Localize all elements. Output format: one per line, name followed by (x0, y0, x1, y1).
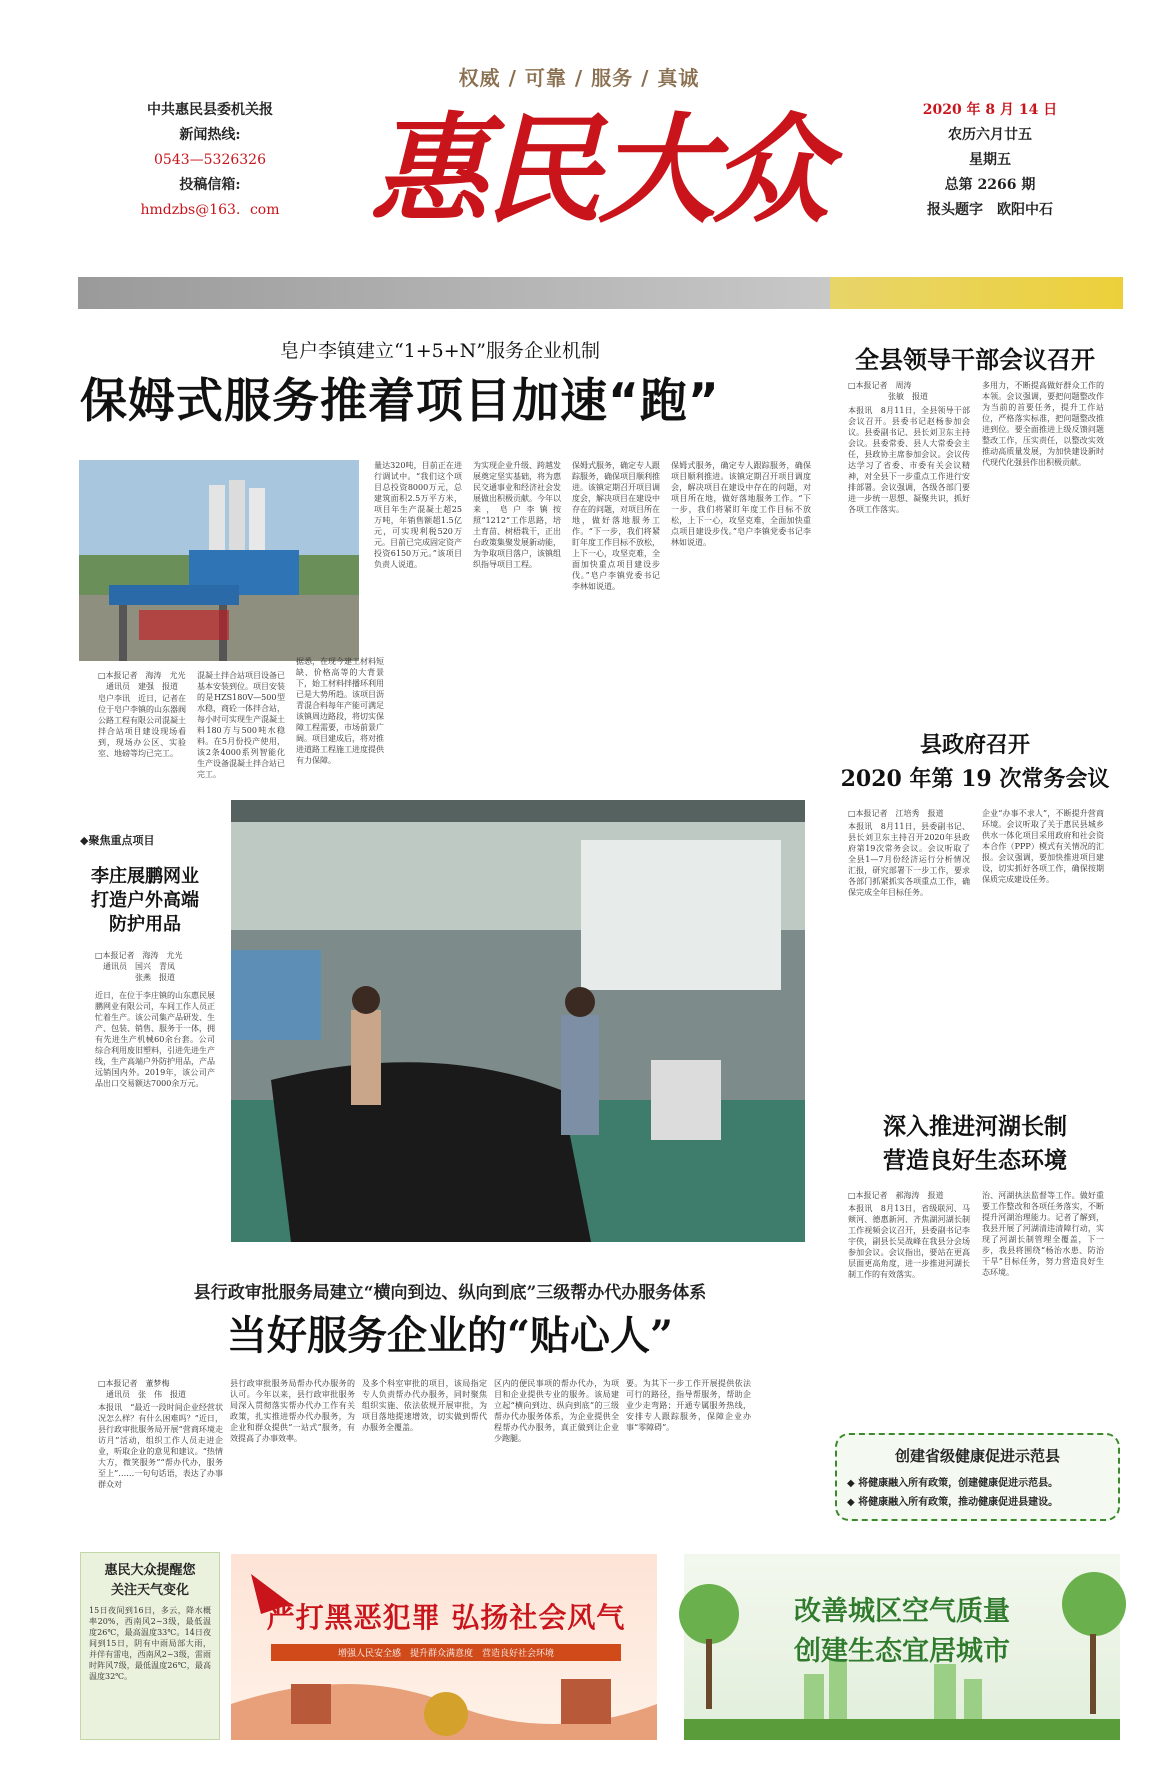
weather-body: 15日夜间到16日，多云，降水概率20%，西南风2~3级，最低温度26℃，最高温度33℃。14日夜间到15日，阴有中雨局部大雨，并伴有雷电，西南风2~3级，雷雨时阵风7级，最低温度26℃，最高温度32℃。 (89, 1606, 211, 1681)
slogan: 权威 / 可靠 / 服务 / 真诚 (458, 66, 700, 90)
bottom-col-4: 区内的便民事项的帮办代办，为项目和企业提供专业的服务。该局建立起“横向到边、纵向到底”的三级帮办代办服务体系，为企业提供全程帮办代办服务，真正做到让企业少跑腿。 (494, 1379, 619, 1443)
lead-col-7: 保姆式服务，确定专人跟踪服务，确保项目顺利推进。该镇定期召开项目调度会，解决项目在建设中存在的问题，对项目所在地，做好落地服务工作。“下一步，我们将紧盯年度工作目标不放松，上下一心，攻坚克难，全面加快重点项目建设步伐。”皂户李镇党委书记李林如说道。 (671, 461, 811, 547)
focus-body: 近日，在位于李庄镇的山东惠民展鹏网业有限公司，车间工作人员正忙着生产。该公司集产品研发、生产、包装、销售、服务于一体，拥有先进生产机械60余台套。公司综合利用废旧塑料，引进先进生产线，生产高端户外防护用品，产品远销国内外。2019年，该公司产品出口交易额达7000余万元。 (95, 991, 215, 1088)
health-line-2: ◆ 将健康融入所有政策，推动健康促进县建设。 (847, 1497, 1059, 1508)
meeting1-col-1: 本报讯 8月11日，全县领导干部会议召开。县委书记赵杨参加会议。县委副书记、县长刘卫东主持会议。县委常委、县人大常委会主任，县政协主席参加会议。会议传达学习了省委、市委有关会议精神，对全县下一步重点工作进行安排部署。会议强调，各级各部门要进一步统一思想、凝聚共识，抓好各项工作落实。 (848, 406, 970, 514)
paper-name-logo: 惠民大众 (370, 100, 827, 239)
lead-col-4: 量达320吨，目前正在进行调试中。“我们这个项目总投资8000万元，总建筑面积2.5万平方米，项目年生产混凝土超25万吨，年销售额超1.5亿元，可实现利税520万元。目前已完成固定资产投资6150万元。”该项目负责人说道。 (374, 461, 462, 569)
bottom-byline: □本报记者 董梦梅 通讯员 张 伟 报道 (98, 1379, 186, 1399)
lead-kicker: 皂户李镇建立“1+5+N”服务企业机制 (279, 340, 601, 362)
meeting2-col-2: 企业“办事不求人”，不断提升营商环境。会议听取了关于惠民县城乡供水一体化项目采用政府和社会资本合作（PPP）模式有关情况的汇报。会议强调，要加快推进项目建设，切实抓好各项工作，确保按期保质完成建设任务。 (982, 809, 1104, 884)
lead-byline: □本报记者 海涛 尤光 通讯员 建强 报道 (98, 671, 186, 691)
factory-photo (231, 800, 805, 1242)
masthead-right (910, 98, 1070, 223)
calligraphy-credit: 报头题字 欧阳中石 (927, 202, 1053, 218)
weather-title: 惠民大众提醒您 关注天气变化 (104, 1563, 196, 1598)
lead-col-2: 混凝土拌合站项目设备已基本安装到位。项目安装的是HZS180V—500型水稳，商砼一体拌合站，每小时可实现生产混凝土料180方与500吨水稳料。在5月份投产使用，该2条4000系列智能化生产设备混凝土拌合站已完工。 (197, 671, 285, 779)
email-address: hmdzbs@163．com (140, 202, 280, 218)
bottom-col-3: 及多个科室审批的项目，该局指定专人负责帮办代办服务，同时聚焦组织实施、依法依规开展审批，为项目落地提速增效，切实做到帮代办服务全覆盖。 (362, 1379, 487, 1432)
lead-col-3: 据悉，在现今建工材料短缺、价格高等的大背景下，始工材料拌播环利用已是大势所趋。该项目沥青混合料每年产能可满足该镇周边路段，将切实保障工程需要，市场前景广阔。项目建成后，将对推进道路工程施工进度提供有力保障。 (296, 657, 384, 765)
focus-tag: ◆聚焦重点项目 (80, 834, 155, 847)
rivers-col-1: 本报讯 8月13日，省级联河、马颊河、德惠新河、齐焦湖河湖长制工作视频会议召开，县委副书记李宇侠，副县长吴战峰在我县分会场参加会议。会议指出，要站在更高层面更高角度，进一步推进河湖长制工作的有效落实。 (848, 1204, 970, 1279)
weather-box (80, 1552, 220, 1740)
health-box (835, 1433, 1120, 1521)
lunar-date: 农历六月廿五 (948, 127, 1032, 143)
bottom-col-1: 本报讯 “最近一段时间企业经营状况怎么样？有什么困难吗？”近日，县行政审批服务局开展“营商环境走访月”活动，组织工作人员走进企业，听取企业的意见和建议。“热情大方，微笑服务”“帮办代办，服务至上”……一句句话语，表达了办事群众对 (98, 1403, 223, 1489)
lead-headline: 保姆式服务推着项目加速“跑” (80, 374, 720, 429)
weekday: 星期五 (969, 152, 1011, 168)
org-name: 中共惠民县委机关报 (147, 102, 273, 118)
health-line-1: ◆ 将健康融入所有政策，创建健康促进示范县。 (847, 1478, 1059, 1489)
construction-site-image (79, 460, 359, 661)
rivers-headline: 深入推进河湖长制 营造良好生态环境 (883, 1113, 1067, 1174)
lead-col-6: 保姆式服务，确定专人跟踪服务，确保项目顺利推进。该镇定期召开项目调度会，解决项目在建设中存在的问题，对项目所在地，做好落地服务工作。“下一步，我们将紧盯年度工作目标不放松，上下一心，攻坚克难，全面加快重点项目建设步伐。”皂户李镇党委书记李林如说道。 (572, 461, 660, 591)
lead-col-1: 皂户李讯 近日，记者在位于皂户李镇的山东器阀公路工程有限公司混凝土拌合站项目建设现场看到，现场办公区、实验室、地磅等均已完工。 (98, 694, 186, 758)
meeting1-col-2: 多用力，不断提高做好群众工作的本领。会议强调，要把问题整改作为当前的首要任务，提升工作站位，严格落实标准，把问题整改推进到位。要全面推进上级反馈问题整改工作，压实责任，以整改实效推动高质量发展，为加快建设新时代现代化强县作出积极贡献。 (982, 381, 1104, 467)
lead-col-5: 为实现企业升级、跨越发展奠定坚实基础，将为惠民交通事业和经济社会发展做出积极贡献。今年以来，皂户李镇按照“1212”工作思路，培土育苗、树梧栽干，正出台政策集聚发展新动能，为争取项目落户，该镇组织指导项目工程。 (473, 461, 561, 569)
ad2-line-1: 改善城区空气质量 (794, 1596, 1010, 1627)
focus-byline: □本报记者 海涛 尤光 通讯员 国兴 青凤 张燕 报道 (95, 951, 183, 982)
factory-workers-image (231, 800, 805, 1242)
meeting1-headline: 全县领导干部会议召开 (855, 345, 1095, 374)
issue-date: 2020 年 8 月 14 日 (922, 102, 1058, 118)
bottom-col-2: 县行政审批服务局帮办代办服务的认可。今年以来，县行政审批服务局深入贯彻落实帮办代办工作有关政策，扎实推进帮办代办服务，为企业和群众提供“一站式”服务，有效提高了办事效率。 (230, 1379, 355, 1443)
health-title: 创建省级健康促进示范县 (894, 1447, 1060, 1465)
hotline-number: 0543—5326326 (154, 152, 266, 168)
ad1-headline: 严打黑恶犯罪 弘扬社会风气 (266, 1601, 626, 1634)
masthead-bar (78, 277, 1123, 309)
issue-number: 总第 2266 期 (944, 177, 1036, 193)
bottom-headline: 当好服务企业的“贴心人” (226, 1312, 673, 1359)
focus-headline: 李庄展鹏网业打造户外高端防护用品 (91, 866, 199, 935)
bottom-col-5: 要。为其下一步工作开展提供依法可行的路径，指导帮服务，帮助企业少走弯路；开通专属服务热线，安排专人跟踪服务，保障企业办事“零障碍”。 (626, 1379, 751, 1432)
masthead-left (120, 98, 300, 223)
meeting1-byline: □本报记者 周涛 张敏 报道 (848, 381, 928, 401)
anti-crime-ad (231, 1554, 657, 1740)
email-label: 投稿信箱: (179, 177, 241, 193)
air-quality-ad (684, 1554, 1120, 1740)
rivers-byline: □本报记者 郝海涛 报道 (848, 1191, 944, 1200)
hotline-label: 新闻热线: (179, 127, 241, 143)
meeting2-byline: □本报记者 江培秀 报道 (848, 809, 944, 818)
rivers-col-2: 治、河湖执法监督等工作。做好重要工作整改和各项任务落实，不断提升河湖治理能力。记者了解到，我县开展了河湖清违清障行动，实现了河湖长制管理全覆盖，下一步，我县将围绕“杨治水患、防治干旱”目标任务，努力营造良好生态环境。 (982, 1191, 1104, 1277)
meeting2-col-1: 本报讯 8月11日，县委副书记、县长刘卫东主持召开2020年县政府第19次常务会议。会议听取了全县1—7月份经济运行分析情况汇报，研究部署下一步工作，要求各部门抓紧抓实各项重点工作，确保完成全年目标任务。 (848, 822, 970, 897)
ad2-line-2: 创建生态宜居城市 (794, 1636, 1010, 1667)
lead-photo (79, 460, 359, 661)
meeting2-headline: 县政府召开 2020 年第 19 次常务会议 (840, 732, 1110, 792)
ad1-subline: 增强人民安全感 提升群众满意度 营造良好社会环境 (271, 1644, 621, 1661)
bottom-kicker: 县行政审批服务局建立“横向到边、纵向到底”三级帮办代办服务体系 (193, 1283, 707, 1303)
